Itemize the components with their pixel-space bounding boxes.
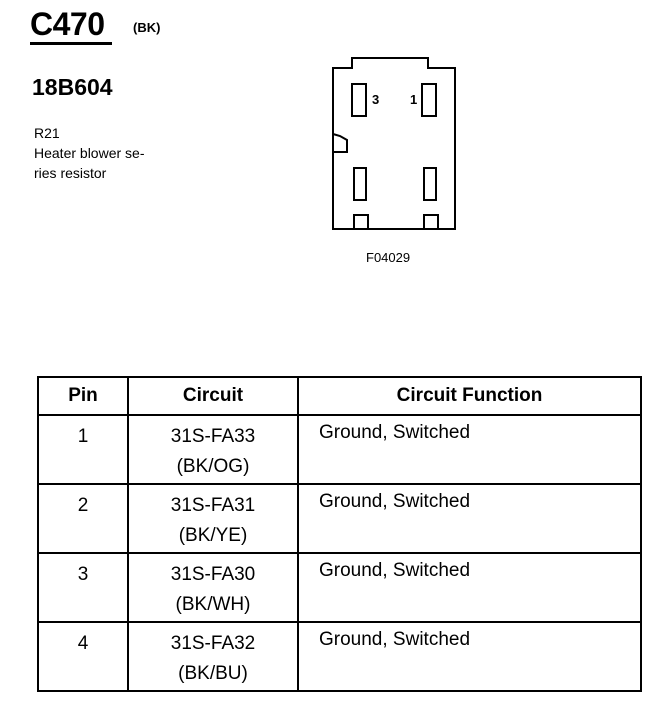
connector-face-diagram — [330, 56, 460, 236]
circuit-cell — [128, 622, 298, 691]
header-circuit: Circuit — [128, 377, 298, 415]
figure-id: F04029 — [366, 250, 411, 265]
circuit-cell — [128, 415, 298, 484]
circuit-cell — [128, 553, 298, 622]
wire-color: (BK/OG) — [176, 456, 250, 477]
circuit-function: Ground, Switched — [298, 484, 641, 553]
table-row — [38, 415, 641, 484]
pin-circuit-table — [37, 376, 642, 692]
pin-number: 3 — [38, 553, 128, 622]
table-row — [38, 622, 641, 691]
table-header-row — [38, 377, 641, 415]
connector-key-notch — [333, 134, 347, 152]
connector-id: C470 — [30, 6, 105, 42]
pin-label-1: 1 — [410, 92, 418, 107]
wire-color: (BK/WH) — [175, 594, 251, 615]
table-row — [38, 553, 641, 622]
circuit-id: 31S-FA32 — [170, 633, 256, 654]
circuit-id: 31S-FA31 — [170, 495, 256, 516]
wire-color: (BK/YE) — [178, 525, 248, 546]
table-row — [38, 484, 641, 553]
circuit-function: Ground, Switched — [298, 553, 641, 622]
header-pin: Pin — [38, 377, 128, 415]
pin-label-3: 3 — [372, 92, 380, 107]
description-line: Heater blower se- — [34, 145, 145, 161]
component-description — [34, 123, 145, 183]
pin-cavity-3 — [352, 84, 366, 116]
pin-number: 4 — [38, 622, 128, 691]
pin-number: 2 — [38, 484, 128, 553]
circuit-id: 31S-FA33 — [170, 426, 256, 447]
circuit-cell — [128, 484, 298, 553]
wire-color: (BK/BU) — [178, 663, 248, 684]
connector-color-code: (BK) — [133, 20, 161, 35]
pin-cavity-4 — [354, 168, 366, 200]
circuit-id: 31S-FA30 — [170, 564, 256, 585]
header-circuit-function: Circuit Function — [298, 377, 641, 415]
part-number: 18B604 — [32, 74, 113, 100]
circuit-function: Ground, Switched — [298, 622, 641, 691]
title-underline — [30, 42, 112, 45]
pin-cavity-1 — [422, 84, 436, 116]
pin-cavity-2 — [424, 168, 436, 200]
circuit-function: Ground, Switched — [298, 415, 641, 484]
pin-number: 1 — [38, 415, 128, 484]
description-line: R21 — [34, 125, 60, 141]
latch-slot-right — [424, 215, 438, 229]
description-line: ries resistor — [34, 165, 107, 181]
latch-slot-left — [354, 215, 368, 229]
